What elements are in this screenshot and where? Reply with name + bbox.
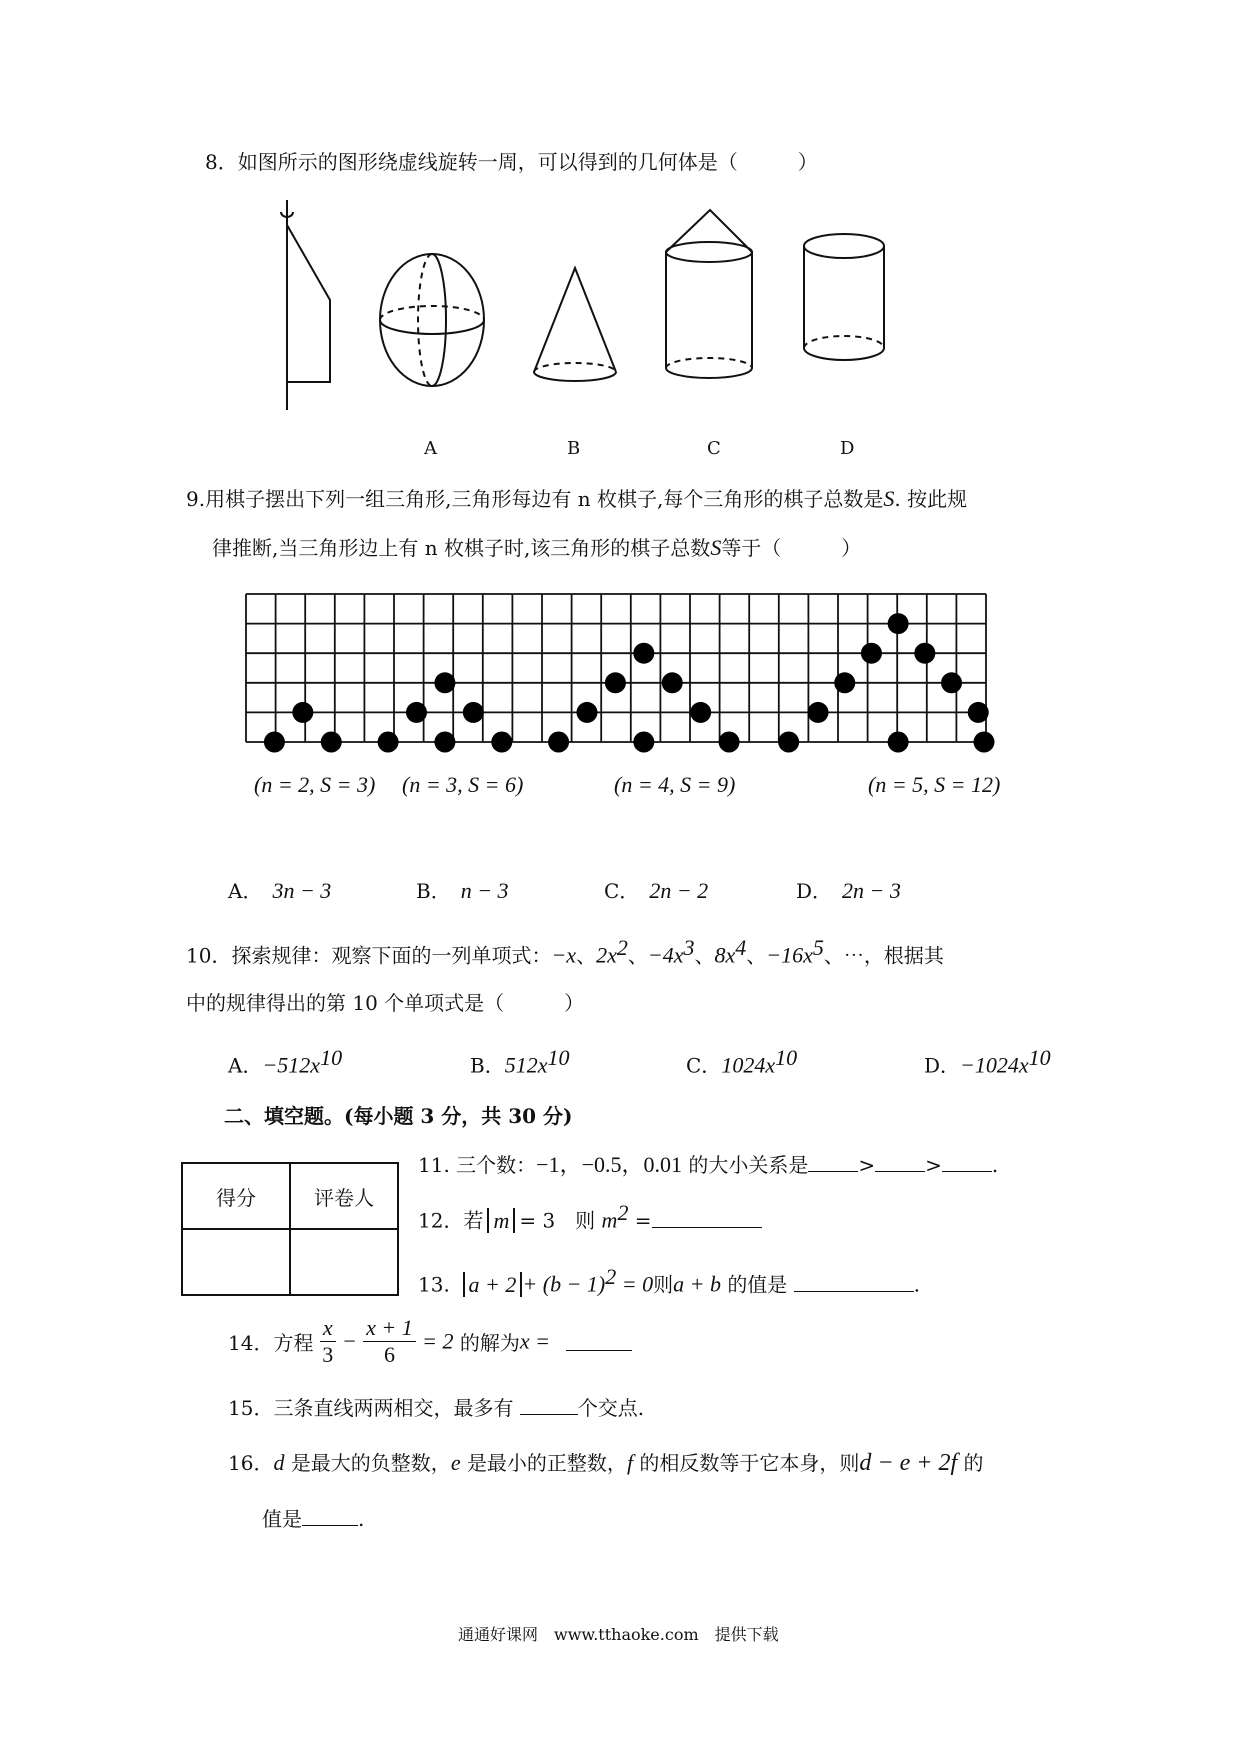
chess-stone	[406, 702, 427, 723]
fraction-x-plus-1-over-6: $\frac{x + 1}{6}$	[363, 1315, 416, 1368]
q12: 12．若 m = 3 则 $m^2$ =	[418, 1200, 762, 1234]
q10-option-c: C．$1024x^{10}$	[686, 1045, 798, 1078]
q9-caption-1: (n = 2, S = 3)	[254, 772, 376, 797]
chess-stone	[434, 732, 455, 753]
sphere-icon	[380, 254, 484, 386]
footer: 通通好课网 www.tthaoke.com 提供下载	[458, 1625, 779, 1644]
q14: 14．方程 $\frac{x}{3}$ − $\frac{x + 1}{6}$ = 2 的解为x =	[228, 1315, 632, 1368]
chess-stone	[576, 702, 597, 723]
q8-figure	[0, 200, 1240, 500]
q15: 15．三条直线两两相交，最多有 个交点.	[228, 1396, 645, 1420]
chess-stone	[719, 732, 740, 753]
chess-stone	[321, 732, 342, 753]
chess-stone	[378, 732, 399, 753]
q9-option-b: B． n − 3	[416, 878, 509, 903]
chess-stone	[491, 732, 512, 753]
score-table	[181, 1162, 399, 1296]
chess-stone	[690, 702, 711, 723]
q9-caption-4: (n = 5, S = 12)	[868, 772, 1001, 797]
rotation-shape-icon	[281, 200, 330, 410]
chess-stone	[968, 702, 989, 723]
cylinder-icon	[804, 234, 884, 360]
chess-stone	[548, 732, 569, 753]
cone-cylinder-icon	[666, 210, 752, 378]
q9-line2: 律推断,当三角形边上有 n 枚棋子时,该三角形的棋子总数S等于（ ）	[212, 535, 862, 560]
cone-icon	[534, 268, 616, 381]
score-cell	[182, 1229, 290, 1295]
q11: 11. 三个数：−1，−0.5，0.01 的大小关系是 > > .	[418, 1152, 999, 1177]
chess-stone	[292, 702, 313, 723]
q9-line1: 9.用棋子摆出下列一组三角形,三角形每边有 n 枚棋子,每个三角形的棋子总数是S. 按此规	[186, 486, 968, 511]
chess-stone	[605, 672, 626, 693]
q13: 13. $a + 2 + (b - 1)^2 = 0$则a + b 的值是 .	[418, 1264, 921, 1297]
chess-stone	[914, 643, 935, 664]
chess-board-figure	[240, 590, 1100, 770]
q8-option-d: D	[840, 438, 855, 459]
chess-stone	[888, 613, 909, 634]
chess-stone	[434, 672, 455, 693]
chess-stone	[888, 732, 909, 753]
chess-stone	[941, 672, 962, 693]
fraction-x-over-3: $\frac{x}{3}$	[320, 1315, 336, 1368]
q9-caption-3: (n = 4, S = 9)	[614, 772, 736, 797]
chess-stone	[633, 643, 654, 664]
chess-stone	[633, 732, 654, 753]
chess-stone	[778, 732, 799, 753]
chess-stone	[861, 643, 882, 664]
q9-option-c: C． 2n − 2	[604, 878, 709, 903]
q9-caption-2: (n = 3, S = 6)	[402, 772, 524, 797]
q10-option-d: D．$-1024x^{10}$	[924, 1045, 1051, 1078]
chess-stone	[264, 732, 285, 753]
q8-option-a: A	[424, 438, 437, 459]
q10-option-b: B．$512x^{10}$	[470, 1045, 570, 1078]
q16-line1: 16．d 是最大的负整数，e 是最小的正整数，f 的相反数等于它本身，则d − e + 2f 的	[228, 1450, 984, 1476]
q16-line2: 值是 .	[262, 1507, 365, 1531]
section2-title: 二、填空题。(每小题 3 分，共 30 分)	[224, 1104, 573, 1128]
score-header: 得分	[182, 1163, 290, 1229]
grader-header: 评卷人	[290, 1163, 398, 1229]
q10-line2: 中的规律得出的第 10 个单项式是（ ）	[186, 991, 585, 1015]
q10-line1: 10．探索规律：观察下面的一列单项式：−x、$2x^2$、$-4x^3$、$8x^4$、$-16x^5$、⋯，根据其	[186, 935, 944, 968]
chess-stone	[662, 672, 683, 693]
q8-option-b: B	[567, 438, 581, 459]
q9-option-d: D． 2n − 3	[796, 878, 901, 903]
q8-text: 8．如图所示的图形绕虚线旋转一周，可以得到的几何体是（ ）	[205, 150, 818, 174]
grader-cell	[290, 1229, 398, 1295]
chess-stone	[463, 702, 484, 723]
q8-option-c: C	[707, 438, 721, 459]
chess-stone	[834, 672, 855, 693]
chess-stone	[808, 702, 829, 723]
q9-option-a: A． 3n − 3	[228, 878, 332, 903]
q10-option-a: A．$-512x^{10}$	[228, 1045, 343, 1078]
chess-stone	[974, 732, 995, 753]
